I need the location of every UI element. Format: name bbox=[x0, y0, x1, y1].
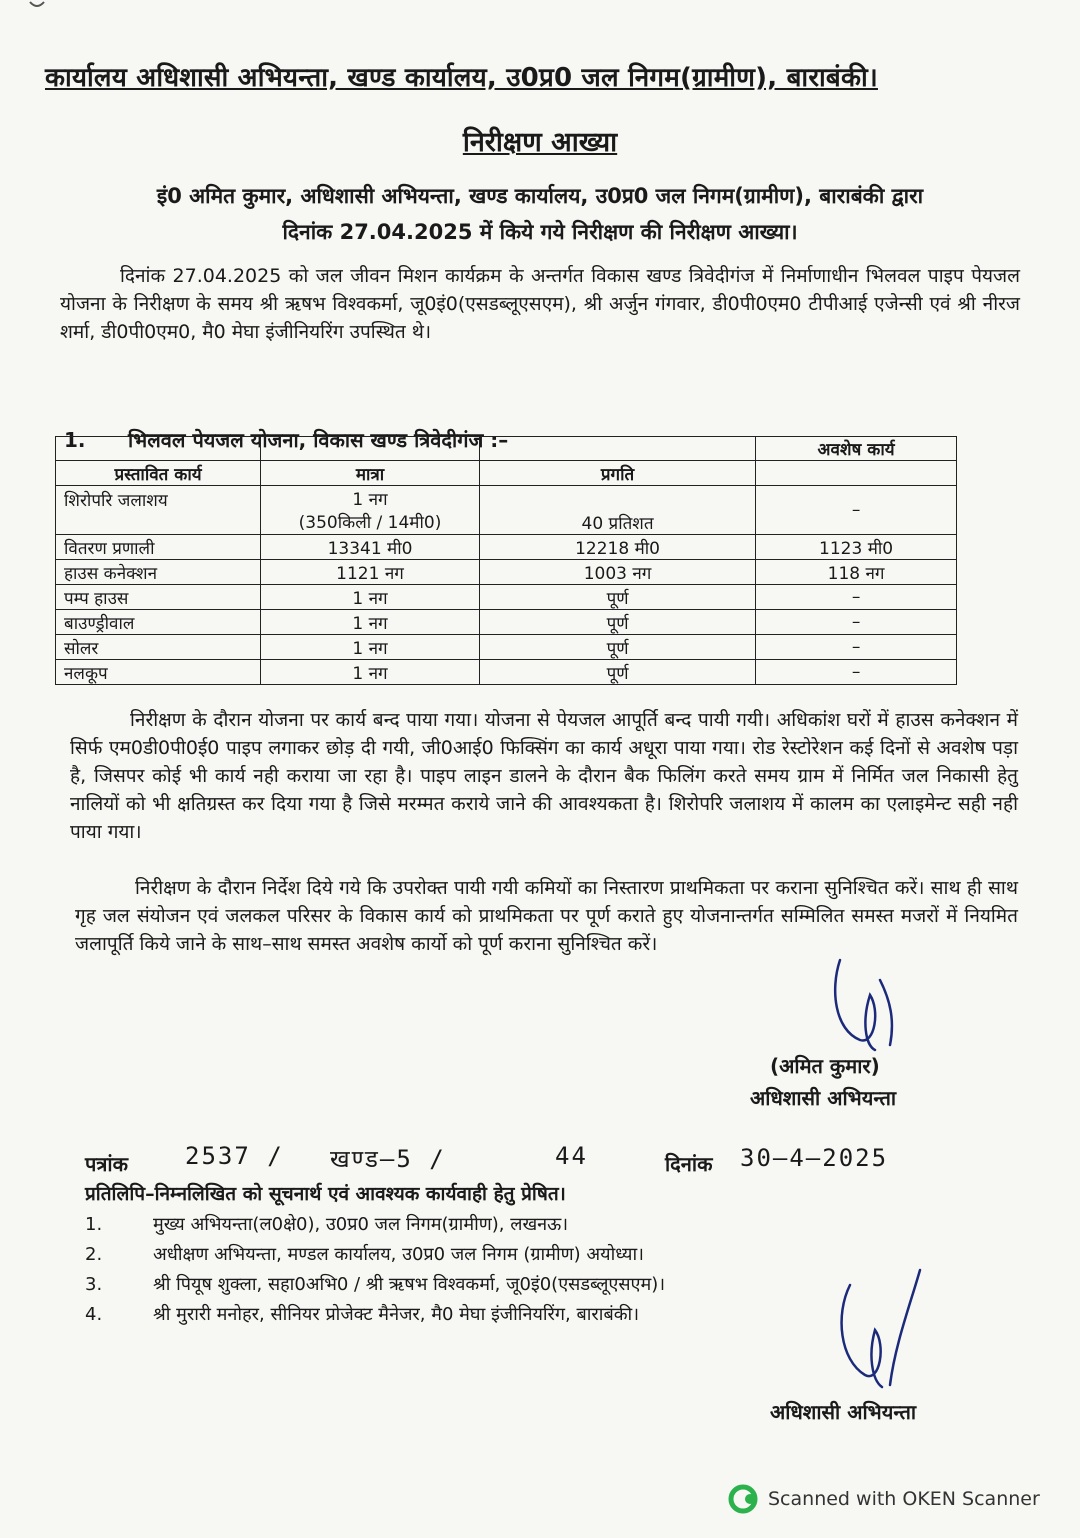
table-cell-remaining: – bbox=[756, 610, 957, 635]
table-cell-remaining: – bbox=[756, 660, 957, 685]
intro-text: दिनांक 27.04.2025 को जल जीवन मिशन कार्यक्रम के अन्तर्गत विकास खण्ड त्रिवेदीगंज में निर्माणाधीन भिलवल पाइप पेयजल योजना के निरीक्षण के समय श्री ऋषभ विश्वकर्मा, जू0इं0(एसडब्लूएसएम), श्री अर्जुन गंगवार, डी0पी0एम0 टीपीआई एजेन्सी एवं श्री नीरज शर्मा, डी0पी0एम0, मै0 मेघा इंजीनियरिंग उपस्थित थे। bbox=[60, 265, 1020, 343]
list-number: 1. bbox=[85, 1214, 103, 1235]
reference-date: 30–4–2025 bbox=[740, 1144, 889, 1172]
list-text: अधीक्षण अभियन्ता, मण्डल कार्यालय, उ0प्र0 जल निगम (ग्रामीण) अयोध्या। bbox=[153, 1244, 644, 1265]
table-header-qty: मात्रा bbox=[261, 461, 480, 486]
list-item bbox=[85, 1240, 665, 1270]
direction-text: निरीक्षण के दौरान निर्देश दिये गये कि उपरोक्त पायी गयी कमियों का निस्तारण प्राथमिकता पर कराना सुनिश्चित करें। साथ ही साथ गृह जल संयोजन एवं जलकल परिसर के विकास कार्य को प्राथमिकता पर पूर्ण कराते हुए योजनान्तर्गत सम्मिलित समस्त मजरों में नियमित जलापूर्ति किये जाने के साथ–साथ समस्त अवशेष कार्यो को पूर्ण कराना सुनिश्चित करें। bbox=[75, 877, 1018, 955]
list-number: 2. bbox=[85, 1244, 103, 1265]
list-item bbox=[85, 1270, 665, 1300]
list-text: श्री मुरारी मनोहर, सीनियर प्रोजेक्ट मैनेजर, मै0 मेघा इंजीनियरिंग, बाराबंकी। bbox=[153, 1304, 640, 1325]
table-cell-work: सोलर bbox=[56, 635, 261, 660]
section-title: भिलवल पेयजल योजना, विकास खण्ड त्रिवेदीगंज :– bbox=[128, 428, 509, 452]
table-header bbox=[756, 461, 957, 486]
table-cell-work: बाउण्ड्रीवाल bbox=[56, 610, 261, 635]
table-header-remaining: अवशेष कार्य bbox=[756, 437, 957, 461]
table-cell-remaining: 1123 मी0 bbox=[756, 535, 957, 560]
table-cell-remaining: – bbox=[756, 585, 957, 610]
reference-section: खण्ड–5 / bbox=[330, 1145, 446, 1173]
table-cell-progress: पूर्ण bbox=[479, 585, 755, 610]
table-row bbox=[56, 610, 957, 635]
table-row bbox=[56, 535, 957, 560]
signatory-designation: अधिशासी अभियन्ता bbox=[750, 1086, 897, 1110]
reference-extra: 44 bbox=[555, 1142, 588, 1170]
table-cell-progress: पूर्ण bbox=[479, 635, 755, 660]
table-cell-work: पम्प हाउस bbox=[56, 585, 261, 610]
table-cell-work: नलकूप bbox=[56, 660, 261, 685]
list-text: श्री पियूष शुक्ला, सहा0अभि0 / श्री ऋषभ विश्वकर्मा, जू0इं0(एसडब्लूएसएम)। bbox=[153, 1274, 666, 1295]
table-cell-qty: 1121 नग bbox=[261, 560, 480, 585]
table-cell-progress: 12218 मी0 bbox=[479, 535, 755, 560]
table-row bbox=[56, 585, 957, 610]
table-cell-progress: 1003 नग bbox=[479, 560, 755, 585]
table-cell-progress: पूर्ण bbox=[479, 660, 755, 685]
table-row bbox=[56, 560, 957, 585]
qty-line-2: (350किली / 14मी0) bbox=[298, 513, 442, 533]
observation-text: निरीक्षण के दौरान योजना पर कार्य बन्द पाया गया। योजना से पेयजल आपूर्ति बन्द पायी गयी। अधिकांश घरों में हाउस कनेक्शन में सिर्फ एम0डी0पी0ई0 पाइप लगाकर छोड़ दी गयी, जी0आई0 फिक्सिंग का कार्य अधूरा पाया गया। रोड रेस्टोरेशन कई दिनों से अवशेष पड़ा है, जिसपर कोई भी कार्य नही कराया जा रहा है। पाइप लाइन डालने के दौरान बैक फिलिंग करते समय ग्राम में निर्मित जल निकासी हेतु नालियों को भी क्षतिग्रस्त कर दिया गया है जिसे मरम्मत कराये जाने की आवश्यकता है। शिरोपरि जलाशय में कालम का एलाइमेन्ट सही नही पाया गया। bbox=[70, 709, 1018, 843]
works-table bbox=[55, 436, 957, 685]
table-cell-qty: 1 नग bbox=[261, 635, 480, 660]
table-header bbox=[261, 437, 480, 461]
table-cell-qty: 1 नग bbox=[261, 610, 480, 635]
handwritten-signature-2 bbox=[820, 1265, 940, 1395]
table-header-work: प्रस्तावित कार्य bbox=[56, 461, 261, 486]
table-cell-qty bbox=[261, 486, 480, 535]
table-cell-remaining: – bbox=[756, 635, 957, 660]
section-number: 1. bbox=[64, 428, 86, 452]
report-title: निरीक्षण आख्या bbox=[462, 127, 618, 158]
table-row bbox=[56, 660, 957, 685]
list-item bbox=[85, 1210, 665, 1240]
scan-edge-mark bbox=[28, 0, 46, 10]
direction-paragraph bbox=[75, 874, 1018, 958]
handwritten-signature-1 bbox=[820, 950, 910, 1060]
subtitle-line-2: दिनांक 27.04.2025 में किये गये निरीक्षण की निरीक्षण आख्या। bbox=[282, 220, 798, 244]
list-number: 3. bbox=[85, 1274, 103, 1295]
signatory-designation-2: अधिशासी अभियन्ता bbox=[770, 1400, 917, 1424]
list-item bbox=[85, 1300, 665, 1330]
list-text: मुख्य अभियन्ता(ल0क्षे0), उ0प्र0 जल निगम(ग्रामीण), लखनऊ। bbox=[153, 1214, 569, 1235]
table-row bbox=[56, 486, 957, 535]
report-subtitle bbox=[60, 178, 1020, 250]
subtitle-line-1: इं0 अमित कुमार, अधिशासी अभियन्ता, खण्ड कार्यालय, उ0प्र0 जल निगम(ग्रामीण), बाराबंकी द्वारा bbox=[156, 184, 924, 208]
intro-paragraph bbox=[60, 262, 1020, 346]
table-cell-work: शिरोपरि जलाशय bbox=[56, 486, 261, 535]
copy-to-heading: प्रतिलिपि–निम्नलिखित को सूचनार्थ एवं आवश्यक कार्यवाही हेतु प्रेषित। bbox=[85, 1183, 566, 1205]
signatory-name: (अमित कुमार) bbox=[770, 1054, 880, 1078]
table-cell-qty: 1 नग bbox=[261, 585, 480, 610]
table-header bbox=[479, 437, 755, 461]
reference-label: पत्रांक bbox=[85, 1152, 128, 1176]
qty-line-1: 1 नग bbox=[352, 490, 388, 510]
scanner-watermark bbox=[728, 1484, 1040, 1514]
office-heading: कार्यालय अधिशासी अभियन्ता, खण्ड कार्यालय, उ0प्र0 जल निगम(ग्रामीण), बाराबंकी। bbox=[45, 63, 878, 93]
table-cell-work: हाउस कनेक्शन bbox=[56, 560, 261, 585]
table-header-row bbox=[56, 437, 957, 461]
oken-scanner-logo-icon bbox=[728, 1484, 758, 1514]
list-number: 4. bbox=[85, 1304, 103, 1325]
table-cell-progress: 40 प्रतिशत bbox=[479, 486, 755, 535]
observation-paragraph bbox=[70, 706, 1018, 846]
scanner-text: Scanned with OKEN Scanner bbox=[768, 1488, 1040, 1510]
copy-recipients-list bbox=[85, 1210, 665, 1330]
table-row bbox=[56, 635, 957, 660]
reference-number: 2537 / bbox=[185, 1142, 284, 1170]
table-cell-remaining: – bbox=[756, 486, 957, 535]
table-cell-qty: 1 नग bbox=[261, 660, 480, 685]
table-cell-work: वितरण प्रणाली bbox=[56, 535, 261, 560]
table-header bbox=[56, 437, 261, 461]
reference-date-label: दिनांक bbox=[665, 1152, 713, 1176]
table-cell-progress: पूर्ण bbox=[479, 610, 755, 635]
table-header-progress: प्रगति bbox=[479, 461, 755, 486]
table-cell-qty: 13341 मी0 bbox=[261, 535, 480, 560]
table-header-row bbox=[56, 461, 957, 486]
table-cell-remaining: 118 नग bbox=[756, 560, 957, 585]
